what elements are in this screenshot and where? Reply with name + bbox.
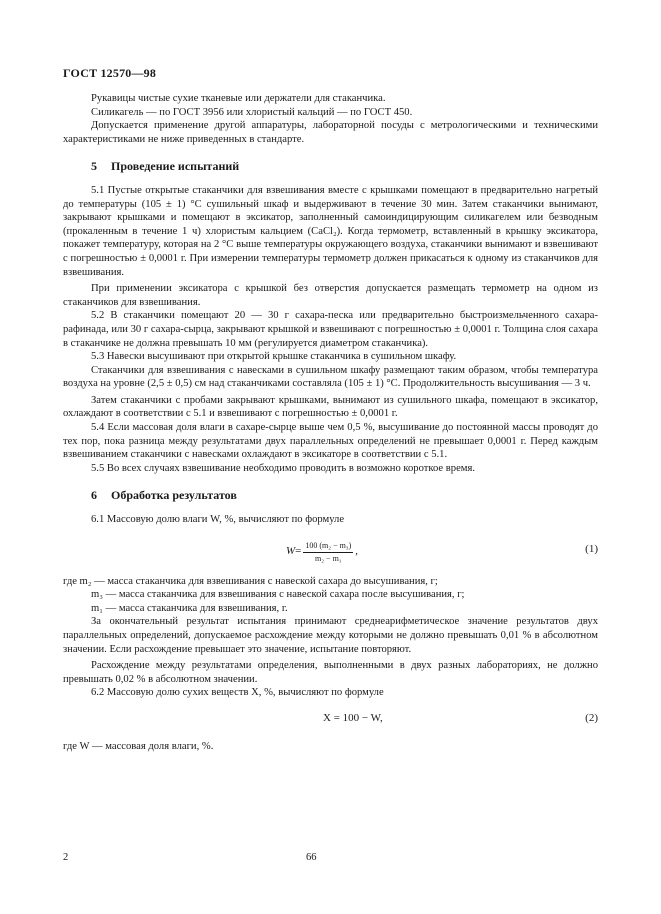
intro-line-2: Силикагель — по ГОСТ 3956 или хлористый кальций — по ГОСТ 450. — [91, 106, 413, 118]
formula-1-expression — [286, 541, 358, 564]
intro-line-3: Допускается применение другой аппаратуры, лабораторной посуды с метрологическими и техническими характеристиками не ниже приведенных в стандарте. — [63, 120, 598, 145]
formula-1-equals: = — [295, 545, 302, 558]
paragraph-5-4: 5.4 Если массовая доля влаги в сахаре-сырце выше чем 0,5 %, высушивание до постоянной массы проводят до тех пор, пока разница между результатами двух параллельных определений не превышает 0,0001 г. Перед каждым взвешиванием стаканчики с навесками охлаждают в эксикаторе в соответствии с 5.1. — [63, 422, 598, 461]
where-m1: m₁ — масса стаканчика для взвешивания, г. — [91, 602, 288, 614]
formula-2 — [63, 710, 598, 732]
document-body — [63, 92, 598, 754]
formula-1-lhs: W — [286, 545, 296, 558]
paragraph-5-1: 5.1 Пустые открытые стаканчики для взвешивания вместе с крышками помещают в предварительно нагретый до температуры (105 ± 1) °С сушильный шкаф и выдерживают в течение 30 мин. Затем стаканчики вынимают, закрывают крышками и помещают в эксикатор, заполненный самоиндицирующим силикагелем или безводным (прокаленным в течение 1 ч) хлористым кальцием (CaCl₂). Когда термометр, вставленный в крышку эксикатора, покажет температуру, которая на 2 °С выше температуры окружающего воздуха, стаканчики вынимают и взвешивают с погрешностью ± 0,0001 г. При измерении температуры термометр должен прикасаться к одному из стаканчиков для взвешивания. — [63, 184, 598, 278]
formula-1-number: (1) — [585, 542, 598, 555]
section-5-number: 5 — [91, 159, 97, 174]
where-w: где W — массовая доля влаги, %. — [63, 740, 214, 752]
formula-1-numerator: 100 (m₂ − m₃) — [303, 541, 353, 553]
section-5-heading — [91, 160, 598, 174]
paragraph-6-2: 6.2 Массовую долю сухих веществ X, %, вычисляют по формуле — [91, 687, 384, 699]
paragraph-5-2: 5.2 В стаканчики помещают 20 — 30 г сахара-песка или предварительно быстроизмельченного сахара-рафинада, или 30 г сахара-сырца, закрывают крышкой и взвешивают с погрешностью ± 0,0001 г. Толщина слоя сахара в стаканчике не должна превышать 10 мм (регулируется диаметром стаканчика). — [63, 310, 598, 349]
formula-1 — [63, 537, 598, 569]
paragraph-5-3-cooling: Затем стаканчики с пробами закрывают крышками, вынимают из сушильного шкафа, помещают в эксикатор, охлаждают в соответствии с 5.1 и взвешивают с погрешностью ± 0,0001 г. — [63, 394, 598, 420]
paragraph-5-3: 5.3 Навески высушивают при открытой крышке стаканчика в сушильном шкафу. — [91, 351, 457, 363]
paragraph-5-5: 5.5 Во всех случаях взвешивание необходимо проводить в возможно короткое время. — [91, 462, 476, 474]
intro-line-1: Рукавицы чистые сухие тканевые или держатели для стаканчика. — [91, 93, 386, 104]
formula-2-number: (2) — [585, 711, 598, 724]
page-number-center: 66 — [306, 852, 317, 863]
paragraph-final-result: За окончательный результат испытания принимают среднеарифметическое значение результатов двух параллельных определений, допускаемое расхождение между которыми не должно превышать 0,01 % в абсолютном значении. Если расхождение превышает это значение, испытание повторяют. — [63, 616, 598, 655]
page-number-left: 2 — [63, 852, 69, 863]
where-m2: где m₂ — масса стаканчика для взвешивания с навеской сахара до высушивания, г; — [63, 575, 438, 587]
section-6-title: Обработка результатов — [111, 488, 237, 503]
section-6-heading — [91, 489, 598, 503]
formula-1-denominator: m₂ − m₁ — [315, 553, 342, 563]
paragraph-5-1-note: При применении эксикатора с крышкой без отверстия допускается размещать термометр на одном из стаканчиков для взвешивания. — [63, 283, 598, 308]
standard-header: ГОСТ 12570—98 — [63, 66, 157, 80]
formula-1-comma: , — [355, 545, 359, 558]
where-m3: m₃ — масса стаканчика для взвешивания с навеской сахара после высушивания, г; — [91, 589, 465, 601]
paragraph-6-1: 6.1 Массовую долю влаги W, %, вычисляют по формуле — [91, 514, 345, 526]
paragraph-5-3-placement: Стаканчики для взвешивания с навесками в сушильном шкафу размещают таким образом, чтобы температура воздуха на уровне (2,5 ± 0,5) см над стаканчиками составляла (105 ± 1) °С. Продолжительность высушивания — 3 ч. — [63, 364, 598, 390]
section-5-title: Проведение испытаний — [111, 159, 240, 174]
formula-2-expression: X = 100 − W, — [323, 711, 383, 724]
formula-1-fraction — [303, 541, 353, 564]
section-6-number: 6 — [91, 488, 97, 503]
paragraph-interlab: Расхождение между результатами определения, выполненными в двух разных лабораториях, не должно превышать 0,02 % в абсолютном значении. — [63, 660, 598, 685]
